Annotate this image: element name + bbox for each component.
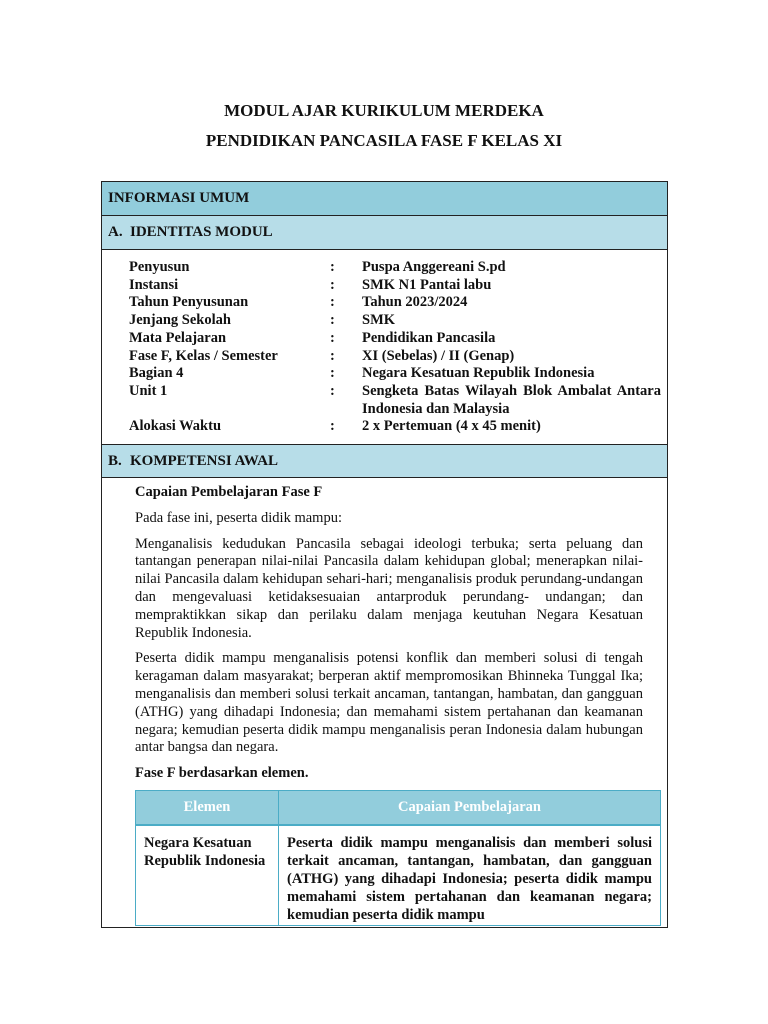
column-header-capaian: Capaian Pembelajaran: [279, 790, 661, 825]
section-a-header: [102, 216, 667, 250]
capaian-table: [135, 790, 661, 926]
identitas-value: 2 x Pertemuan (4 x 45 menit): [362, 418, 541, 435]
identitas-colon: :: [330, 294, 335, 311]
identitas-label: Fase F, Kelas / Semester: [129, 347, 278, 364]
identitas-value: Sengketa Batas Wilayah Blok Ambalat Antara Indonesia dan Malaysia: [362, 382, 661, 417]
identitas-colon: :: [330, 329, 335, 346]
capaian-cell: Peserta didik mampu menganalisis dan memberi solusi terkait ancaman, tantangan, hambatan, dan gangguan (ATHG) yang dihadapi Indonesia; peserta didik mampu memahami sistem pertahanan dan keamanan negara; kemudian peserta didik mampu: [279, 825, 661, 925]
table-row: [136, 825, 661, 925]
identitas-label: Jenjang Sekolah: [129, 312, 231, 329]
identitas-label: Alokasi Waktu: [129, 418, 222, 435]
identitas-row: [129, 365, 661, 383]
identitas-row: [129, 330, 661, 348]
identitas-value: Negara Kesatuan Republik Indonesia: [362, 365, 595, 382]
identitas-value: XI (Sebelas) / II (Genap): [362, 347, 515, 364]
identitas-value: Puspa Anggereani S.pd: [362, 259, 506, 275]
identitas-row: [129, 259, 661, 277]
intro-paragraph: Pada fase ini, peserta didik mampu:: [135, 509, 342, 526]
module-table: [101, 181, 668, 928]
column-header-elemen: Elemen: [136, 790, 279, 825]
identitas-colon: :: [330, 259, 335, 275]
paragraph-2: Peserta didik mampu menganalisis potensi konflik dan memberi solusi di tengah keragaman dalam masyarakat; berperan aktif mempromosikan Bhinneka Tunggal Ika; menganalisis dan memberi solusi terkait ancaman, tantangan, hambatan, dan gangguan (ATHG) yang dihadapi Indonesia; dan memahami sistem pertahanan dan keamanan negara; kemudian peserta didik mampu menganalisis peran Indonesia dalam hubungan antar bangsa dan negara.: [135, 650, 643, 756]
section-b-letter: B.: [108, 453, 122, 470]
identitas-row: [129, 294, 661, 312]
section-a-letter: A.: [108, 224, 123, 240]
kompetensi-content: [102, 478, 667, 926]
identitas-row: [129, 383, 661, 418]
identitas-value: Tahun 2023/2024: [362, 294, 468, 311]
capaian-table-header-row: [136, 790, 661, 825]
elemen-cell: Negara Kesatuan Republik Indonesia: [136, 825, 279, 925]
informasi-umum-header: INFORMASI UMUM: [102, 182, 667, 216]
document-subtitle: PENDIDIKAN PANCASILA FASE F KELAS XI: [205, 131, 563, 150]
document-title-block: [0, 101, 768, 151]
identitas-colon: :: [330, 365, 335, 382]
identitas-label: Bagian 4: [129, 365, 184, 382]
identitas-value: SMK: [362, 312, 396, 329]
identitas-label: Mata Pelajaran: [129, 329, 227, 346]
paragraph-1: Menganalisis kedudukan Pancasila sebagai ideologi terbuka; serta peluang dan tantangan penerapan nilai-nilai Pancasila dalam kehidupan global; menerapkan nilai-nilai Pancasila dalam kehidupan sehari-hari; menganalisis produk perundang-undangan dan mengevaluasi ketidaksesuaian antarproduk perundang- undangan; dan mempraktikkan sikap dan perilaku dalam menjaga keutuhan Negara Kesatuan Republik Indonesia.: [135, 535, 643, 641]
identitas-row: [129, 348, 661, 366]
identitas-row: [129, 418, 661, 436]
identitas-label: Penyusun: [129, 259, 190, 275]
identitas-colon: :: [330, 347, 335, 364]
section-b-header: [102, 444, 667, 478]
identitas-label: Unit 1: [129, 382, 168, 399]
capaian-heading: Capaian Pembelajaran Fase F: [135, 484, 323, 501]
identitas-label: Tahun Penyusunan: [129, 294, 249, 311]
identitas-value: Pendidikan Pancasila: [362, 329, 496, 346]
fase-f-heading: Fase F berdasarkan elemen.: [135, 765, 309, 782]
identitas-colon: :: [330, 418, 335, 435]
document-title: MODUL AJAR KURIKULUM MERDEKA: [224, 101, 544, 120]
identitas-list: [102, 250, 667, 444]
identitas-value: SMK N1 Pantai labu: [362, 276, 492, 293]
identitas-colon: :: [330, 382, 335, 399]
identitas-colon: :: [330, 276, 335, 293]
identitas-label: Instansi: [129, 276, 179, 293]
identitas-colon: :: [330, 312, 335, 329]
identitas-row: [129, 312, 661, 330]
identitas-row: [129, 277, 661, 295]
section-b-title: KOMPETENSI AWAL: [130, 453, 278, 470]
section-a-title: IDENTITAS MODUL: [130, 224, 273, 240]
